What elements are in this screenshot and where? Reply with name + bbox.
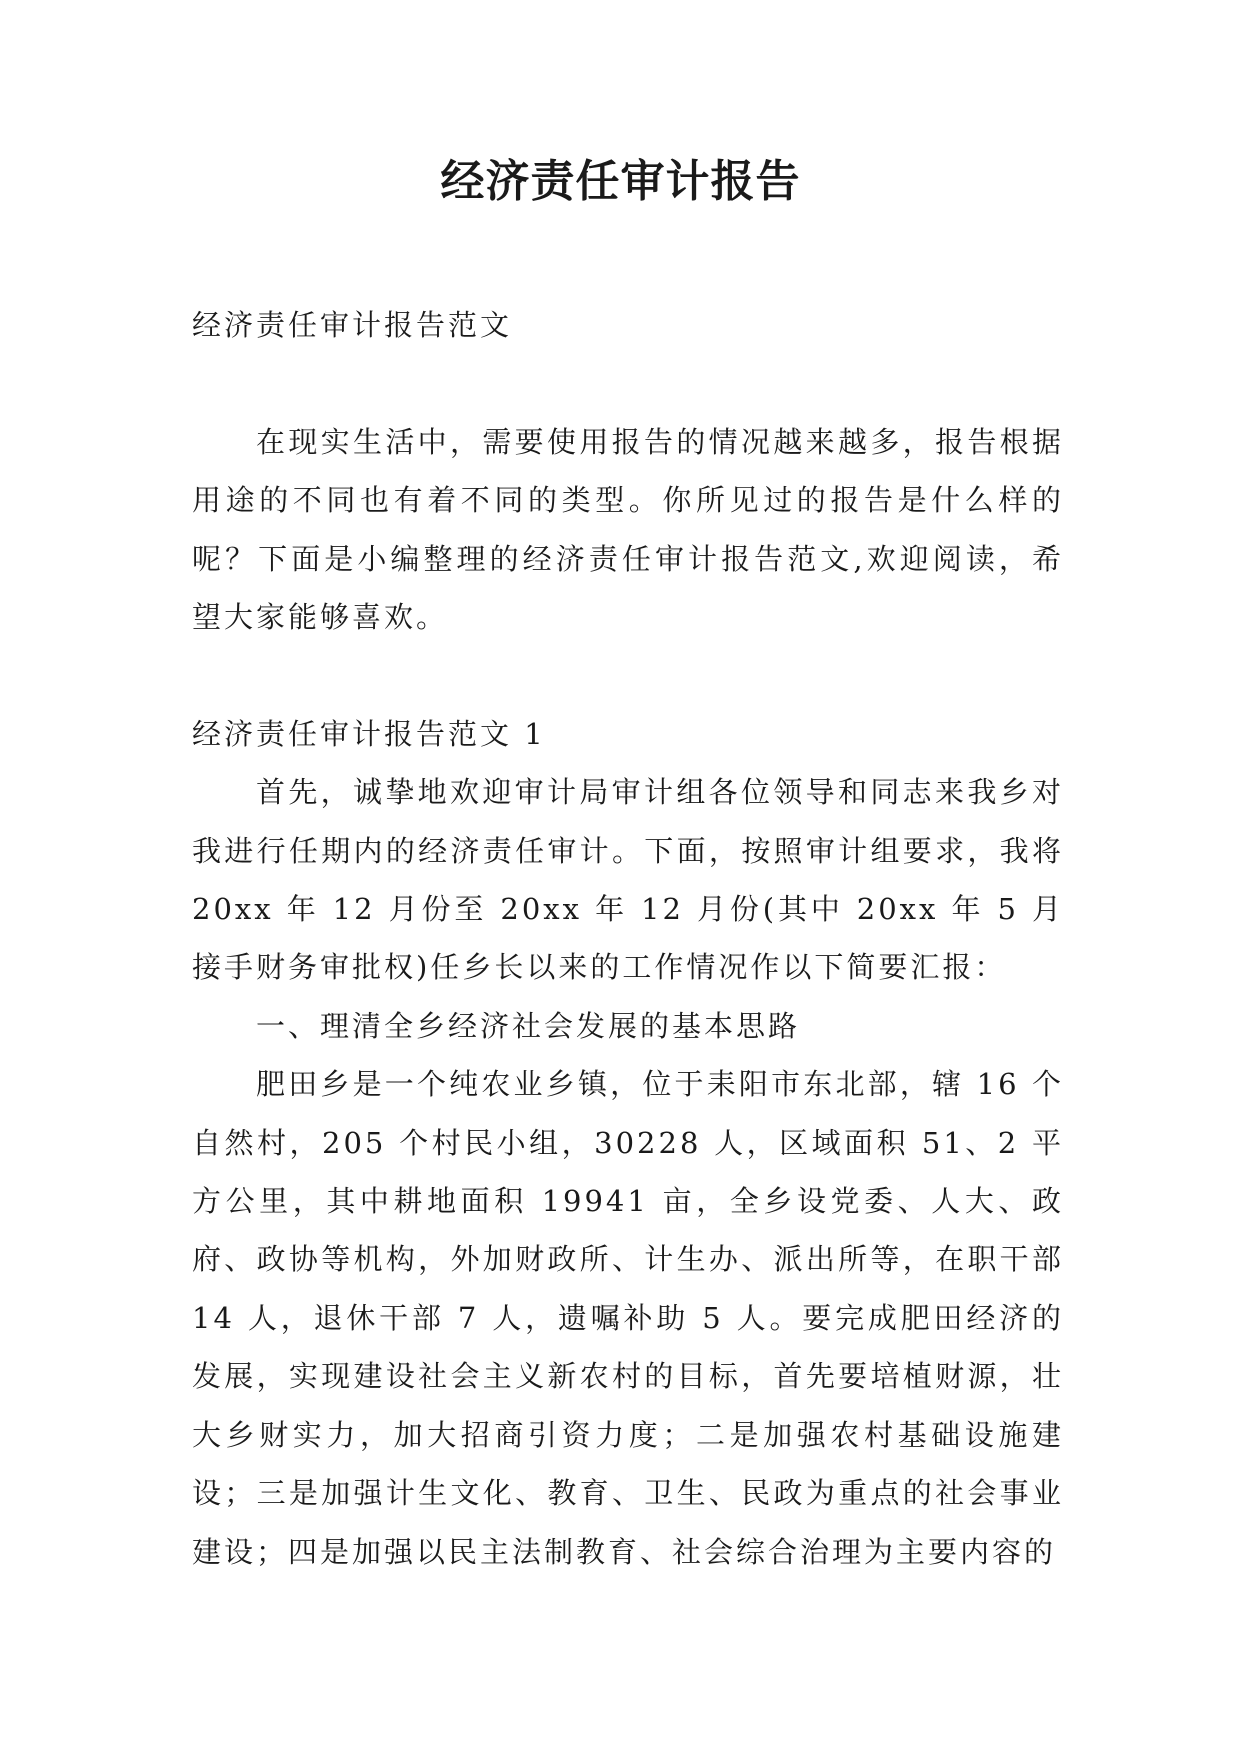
document-title: 经济责任审计报告 [440,156,801,207]
section-heading: 经济责任审计报告范文 1 [192,716,546,751]
document-subtitle: 经济责任审计报告范文 [192,308,513,342]
paragraph-gap [192,646,1064,704]
sub-heading-1: 一、理清全乡经济社会发展的基本思路 [256,1008,801,1043]
body-paragraph-2: 肥田乡是一个纯农业乡镇，位于耒阳市东北部，辖 16 个自然村，205 个村民小组，30228 人，区域面积 51、2 平方公里，其中耕地面积 19941 亩，全乡设党委、人大、政府、政协等机构，外加财政所、计生办、派出所等，在职干部 14 人，退休干部 7 人，遗嘱补助 5 人。要完成肥田经济的发展，实现建设社会主义新农村的目标，首先要培植财源，壮大乡财实力，加大招商引资力度；二是加强农村基础设施建设；三是加强计生文化、教育、卫生、民政为重点的社会事业建设；四是加强以民主法制教育、社会综合治理为主要内容的 [192,1067,1064,1569]
intro-paragraph: 在现实生活中，需要使用报告的情况越来越多，报告根据用途的不同也有着不同的类型。你所见过的报告是什么样的呢？下面是小编整理的经济责任审计报告范文,欢迎阅读，希望大家能够喜欢。 [192,424,1064,635]
paragraph-gap [192,354,1064,412]
document-body [192,296,1064,1581]
body-paragraph-1: 首先，诚挚地欢迎审计局审计组各位领导和同志来我乡对我进行任期内的经济责任审计。下面，按照审计组要求，我将 20xx 年 12 月份至 20xx 年 12 月份(其中 20xx 年 5 月接手财务审批权)任乡长以来的工作情况作以下简要汇报： [192,775,1064,985]
